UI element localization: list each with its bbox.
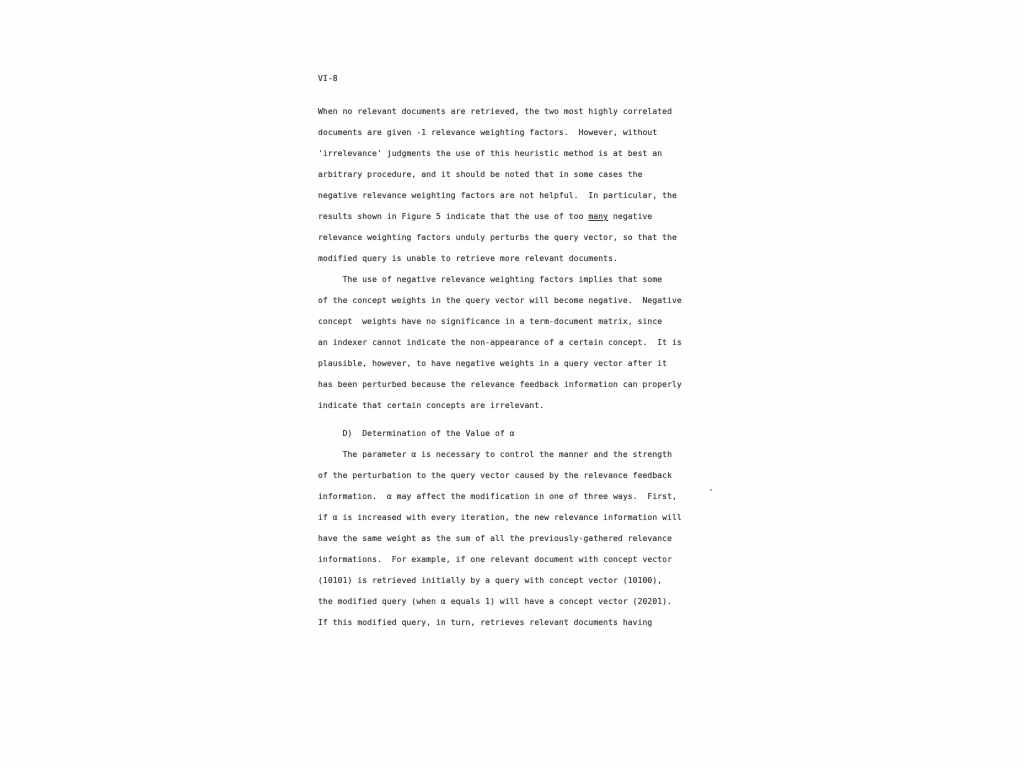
text-line: has been perturbed because the relevance feedback information can properly xyxy=(318,380,682,389)
text-line: of the concept weights in the query vector will become negative. Negative xyxy=(318,296,682,305)
text-line: the modified query (when α equals 1) will have a concept vector (20201). xyxy=(318,597,672,606)
scan-speck xyxy=(710,489,712,491)
text-line: have the same weight as the sum of all the previously-gathered relevance xyxy=(318,534,672,543)
text-line: information. α may affect the modification in one of three ways. First, xyxy=(318,492,677,501)
text-line: arbitrary procedure, and it should be noted that in some cases the xyxy=(318,170,643,179)
text-line: results shown in Figure 5 indicate that the use of too many negative xyxy=(318,212,653,221)
text-line: plausible, however, to have negative weights in a query vector after it xyxy=(318,359,668,368)
text-line: of the perturbation to the query vector caused by the relevance feedback xyxy=(318,471,672,480)
page-number: VI-8 xyxy=(318,74,338,83)
text-line: informations. For example, if one relevant document with concept vector xyxy=(318,555,672,564)
text-line: 'irrelevance' judgments the use of this heuristic method is at best an xyxy=(318,149,663,158)
text-line: If this modified query, in turn, retrieves relevant documents having xyxy=(318,618,653,627)
text-block xyxy=(318,101,682,633)
text-line: indicate that certain concepts are irrelevant. xyxy=(318,401,545,410)
text-line: When no relevant documents are retrieved, the two most highly correlated xyxy=(318,107,672,116)
text-line: negative relevance weighting factors are not helpful. In particular, the xyxy=(318,191,677,200)
text-line: documents are given -1 relevance weighting factors. However, without xyxy=(318,128,658,137)
text-line: relevance weighting factors unduly perturbs the query vector, so that the xyxy=(318,233,677,242)
text-line: The parameter α is necessary to control the manner and the strength xyxy=(318,450,672,459)
text-line: if α is increased with every iteration, the new relevance information will xyxy=(318,513,682,522)
text-line: (10101) is retrieved initially by a query with concept vector (10100), xyxy=(318,576,663,585)
text-line: modified query is unable to retrieve more relevant documents. xyxy=(318,254,618,263)
text-line: an indexer cannot indicate the non-appearance of a certain concept. It is xyxy=(318,338,682,347)
text-line: concept weights have no significance in a term-document matrix, since xyxy=(318,317,663,326)
text-line: The use of negative relevance weighting factors implies that some xyxy=(318,275,663,284)
text-line: D) Determination of the Value of α xyxy=(318,429,515,438)
